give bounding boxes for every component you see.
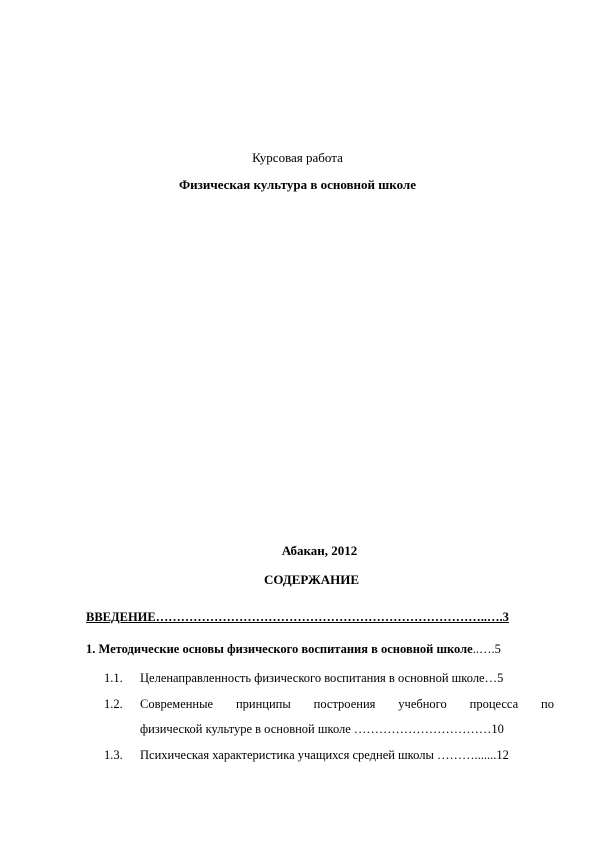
toc-heading: СОДЕРЖАНИЕ [263,572,360,587]
toc-section-1-title: 1. Методические основы физического воспитания в основной школе [86,642,473,656]
document-title: Курсовая работа [252,150,343,165]
city-year: Абакан, 2012 [281,543,358,558]
toc-item-number: 1.3. [104,748,123,762]
toc-item-text: Целенаправленность физического воспитания в основной школе…5 [140,671,504,685]
toc-item-text: Психическая характеристика учащихся средней школы ……….......12 [140,748,509,762]
toc-item-text: Современные принципы построения учебного процесса по [140,697,554,711]
toc-item-text-continued: физической культуре в основной школе ……………………………10 [140,722,504,736]
toc-item-number: 1.2. [104,697,123,711]
toc-item-number: 1.1. [104,671,123,685]
document-subject: Физическая культура в основной школе [179,177,416,192]
toc-intro: ВВЕДЕНИЕ……………………………………………………………………..….3 [86,610,509,624]
toc-section-1 [86,642,554,657]
toc-section-1-page: ..….5 [472,642,501,656]
